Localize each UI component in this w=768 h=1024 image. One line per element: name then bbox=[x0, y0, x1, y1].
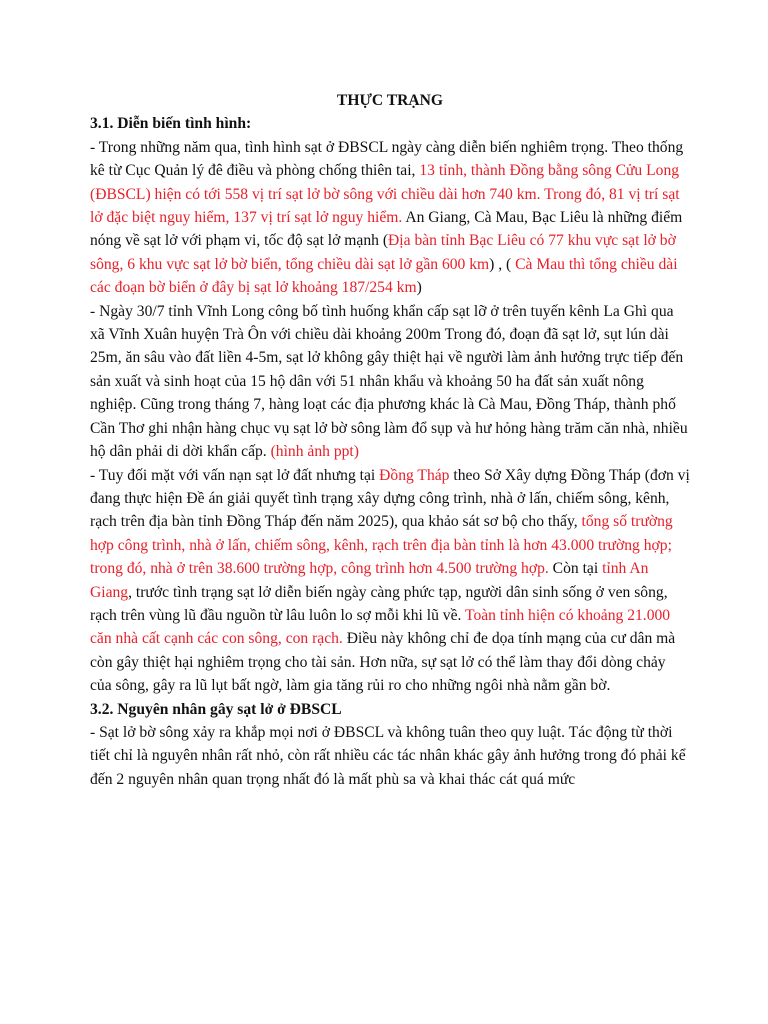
document-title: THỰC TRẠNG bbox=[336, 92, 444, 109]
paragraph-dong-thap-an-giang bbox=[90, 464, 690, 698]
highlighted-text-run: Toàn tỉnh hiện có khoảng 21.000 căn nhà cất cạnh các con sông, con rạch. bbox=[90, 606, 671, 648]
paragraph-landslide-overview bbox=[90, 136, 690, 300]
highlighted-text-run: (hình ảnh ppt) bbox=[270, 443, 359, 461]
text-run: , trước tình trạng sạt lở diễn biến ngày càng phức tạp, người dân sinh sống ở ven sông, rạch trên vùng lũ đầu nguồn từ lâu luôn lo sợ mỗi khi lũ về. bbox=[90, 583, 668, 624]
highlighted-text-run: Địa bàn tỉnh Bạc Liêu có 77 khu vực sạt lở bờ sông, 6 khu vực sạt lở bờ biển, tổng chiều dài sạt lở gần 600 km bbox=[90, 232, 676, 273]
highlighted-text-run: tổng số trường hợp công trình, nhà ở lấn, chiếm sông, kênh, rạch trên địa bàn tỉnh là hơn 43.000 trường hợp; trong đó, nhà ở trên 38.600 trường hợp, công trình hơn 4.500 trường hợp. bbox=[90, 513, 673, 578]
section-heading-3-2: 3.2. Nguyên nhân gây sạt lở ở ĐBSCL bbox=[90, 700, 342, 718]
text-run: - Trong những năm qua, tình hình sạt ở ĐBSCL ngày càng diễn biến nghiêm trọng. Theo thống kê từ Cục Quản lý đê điều và phòng chống thiên tai, bbox=[90, 138, 684, 180]
text-run: ) bbox=[416, 279, 422, 297]
document-page bbox=[90, 89, 690, 791]
text-run: theo Sở Xây dựng Đồng Tháp (đơn vị đang thực hiện Đề án giải quyết tình trạng xây dựng công trình, nhà ở lấn, chiếm sông, kênh, rạch trên địa bàn tỉnh Đồng Tháp đến năm 2025), qua khảo sát sơ bộ cho thấy, bbox=[90, 466, 690, 531]
text-run: - Tuy đối mặt với vấn nạn sạt lở đất nhưng tại bbox=[90, 466, 380, 484]
highlighted-text-run: Đồng Tháp bbox=[379, 466, 450, 484]
text-run: ) , ( bbox=[489, 255, 516, 273]
text-run: Điều này không chỉ đe dọa tính mạng của cư dân mà còn gây thiệt hại nghiêm trọng cho tài sản. Hơn nữa, sự sạt lở có thể làm thay đổi dòng chảy của sông, gây ra lũ lụt bất ngờ, làm gia tăng rủi ro cho những ngôi nhà nằm gần bờ. bbox=[90, 630, 676, 695]
paragraph-vinh-long-emergency bbox=[90, 300, 690, 464]
text-run: - Sạt lở bờ sông xảy ra khắp mọi nơi ở ĐBSCL và không tuân theo quy luật. Tác động từ thời tiết chỉ là nguyên nhân rất nhỏ, còn rất nhiều các tác nhân khác gây ảnh hưởng trong đó phải kể đến 2 nguyên nhân quan trọng nhất đó là mất phù sa và khai thác cát quá mức bbox=[90, 723, 686, 788]
highlighted-text-run: 13 tỉnh, thành Đồng bằng sông Cửu Long (ĐBSCL) hiện có tới 558 vị trí sạt lở bờ sông với chiều dài hơn 740 km. Trong đó, 81 vị trí sạt lở đặc biệt nguy hiểm, 137 vị trí sạt lở nguy hiểm. bbox=[90, 162, 680, 227]
text-run: - Ngày 30/7 tỉnh Vĩnh Long công bố tình huống khẩn cấp sạt lỡ ở trên tuyến kênh La Ghì qua xã Vĩnh Xuân huyện Trà Ôn với chiều dài khoảng 200m Trong đó, đoạn đã sạt lở, sụt lún dài 25m, ăn sâu vào đất liền 4-5m, sạt lở không gây thiệt hại về người làm ảnh hưởng trực tiếp đến sản xuất và sinh hoạt của 15 hộ dân với 51 nhân khẩu và khoảng 50 ha đất sản xuất nông nghiệp. Cũng trong tháng 7, hàng loạt các địa phương khác là Cà Mau, Đồng Tháp, thành phố Cần Thơ ghi nhận hàng chục vụ sạt lở bờ sông làm đổ sụp và hư hỏng hàng trăm căn nhà, nhiều hộ dân phải di dời khẩn cấp. bbox=[90, 302, 688, 461]
highlighted-text-run: Cà Mau thì tổng chiều dài các đoạn bờ biển ở đây bị sạt lở khoảng 187/254 km bbox=[90, 255, 678, 297]
paragraph-causes bbox=[90, 721, 690, 791]
text-run: An Giang, Cà Mau, Bạc Liêu là những điểm nóng về sạt lở với phạm vi, tốc độ sạt lở mạnh ( bbox=[90, 209, 683, 250]
text-run: Còn tại bbox=[548, 560, 603, 578]
highlighted-text-run: tỉnh An Giang bbox=[90, 560, 649, 601]
section-heading-3-1: 3.1. Diễn biến tình hình: bbox=[90, 115, 252, 133]
